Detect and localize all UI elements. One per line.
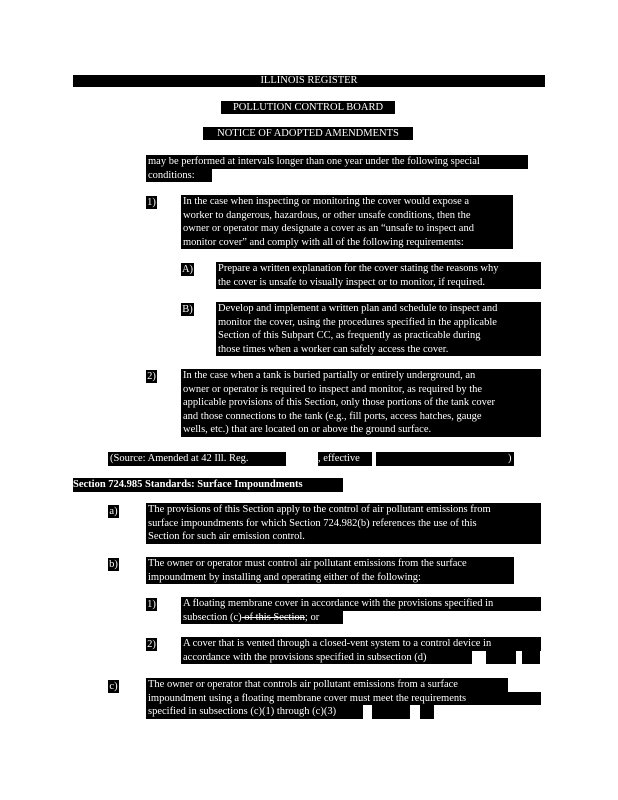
section-heading: Section 724.985 Standards: Surface Impoundments (73, 478, 343, 492)
subsection-a-line-1: The provisions of this Section apply to the control of air pollutant emissions from (148, 504, 491, 515)
item-a-line-1: Prepare a written explanation for the cover stating the reasons why (218, 263, 499, 274)
subsection-b1-line-2 (181, 611, 343, 625)
intro-line-2: conditions: (146, 169, 212, 183)
subsection-c-end-mark-2 (420, 705, 434, 719)
subsection-a-line-2: surface impoundments for which Section 724.982(b) references the use of this (148, 517, 477, 529)
source-note-part-3: ) (508, 452, 514, 466)
subsection-b-line-1: The owner or operator must control air pollutant emissions from the surface (148, 558, 467, 569)
item-a-line-2: the cover is unsafe to visually inspect or to monitor, if required. (218, 276, 485, 288)
subsection-a-line-3: Section for such air emission control. (148, 531, 305, 543)
item-2-line-1: In the case when a tank is buried partially or entirely underground, an (183, 370, 476, 381)
subsection-b1-line-1: A floating membrane cover in accordance with the provisions specified in (181, 597, 541, 611)
item-a-text (216, 262, 541, 289)
subsection-c-end-mark (372, 705, 410, 719)
subsection-b1-deleted-text: of this Section (241, 611, 305, 623)
item-2-line-3: applicable provisions of this Section, only those portions of the tank cover (183, 397, 496, 409)
notice-title: NOTICE OF ADOPTED AMENDMENTS (203, 127, 413, 140)
item-2-line-2: owner or operator is required to inspect and monitor, as required by the (183, 383, 483, 395)
subsection-c-line-1: The owner or operator that controls air pollutant emissions from a surface (146, 678, 508, 692)
register-title: ILLINOIS REGISTER (260, 75, 358, 86)
subsection-c-line-3: specified in subsections (c)(1) through (c)(3) (146, 705, 363, 719)
item-1-line-2: worker to dangerous, hazardous, or other unsafe conditions, then the (183, 209, 471, 221)
item-b-letter: B) (182, 304, 193, 315)
board-title: POLLUTION CONTROL BOARD (221, 101, 395, 114)
subsection-c-letter: c) (109, 681, 118, 692)
item-1-line-1: In the case when inspecting or monitoring the cover would expose a (183, 196, 470, 207)
item-1-number: 1) (147, 197, 156, 208)
subsection-a-letter: a) (109, 506, 118, 517)
item-1-line-3: owner or operator may designate a cover as an “unsafe to inspect and (183, 223, 474, 235)
source-note-part-1: (Source: Amended at 42 Ill. Reg. (108, 452, 286, 466)
intro-line-1: may be performed at intervals longer than one year under the following special (146, 155, 528, 169)
source-note-blank (376, 452, 508, 466)
item-b-line-4: those times when a worker can safely access the cover. (218, 343, 449, 355)
item-1-line-4: monitor cover” and comply with all of the following requirements: (183, 236, 464, 248)
item-2-line-4: and those connections to the tank (e.g., fill ports, access hatches, gauge (183, 410, 482, 422)
item-2-number: 2) (147, 371, 156, 382)
subsection-b-line-2: impoundment by installing and operating either of the following: (148, 571, 421, 583)
subsection-b2-number: 2) (147, 639, 156, 650)
item-b-line-2: monitor the cover, using the procedures specified in the applicable (218, 316, 497, 328)
item-b-line-1: Develop and implement a written plan and schedule to inspect and (218, 303, 498, 314)
subsection-b2-line-1: A cover that is vented through a closed-vent system to a control device in (181, 637, 541, 651)
register-header (73, 75, 545, 87)
item-a-letter: A) (181, 264, 194, 275)
subsection-b1-conjunction: ; or (304, 611, 320, 623)
subsection-b1-number: 1) (147, 599, 156, 610)
item-2-line-5: wells, etc.) that are located on or above the ground surface. (183, 424, 432, 436)
subsection-b-letter: b) (109, 559, 118, 570)
item-b-line-3: Section of this Subpart CC, as frequently as practicable during (218, 330, 481, 342)
item-2-text (181, 369, 541, 437)
subsection-b1-ref: subsection (c) (183, 611, 242, 623)
subsection-b-text (146, 557, 514, 584)
subsection-b2-end-mark-2 (522, 651, 540, 665)
subsection-c-line-2: impoundment using a floating membrane cover must meet the requirements (146, 692, 541, 706)
subsection-a-text (146, 503, 541, 544)
item-1-text (181, 195, 513, 249)
source-note-part-2: , effective (318, 452, 372, 466)
item-b-text (216, 302, 541, 356)
subsection-b2-line-2: accordance with the provisions specified in subsection (d) (181, 651, 472, 665)
subsection-b2-end-mark (486, 651, 516, 665)
